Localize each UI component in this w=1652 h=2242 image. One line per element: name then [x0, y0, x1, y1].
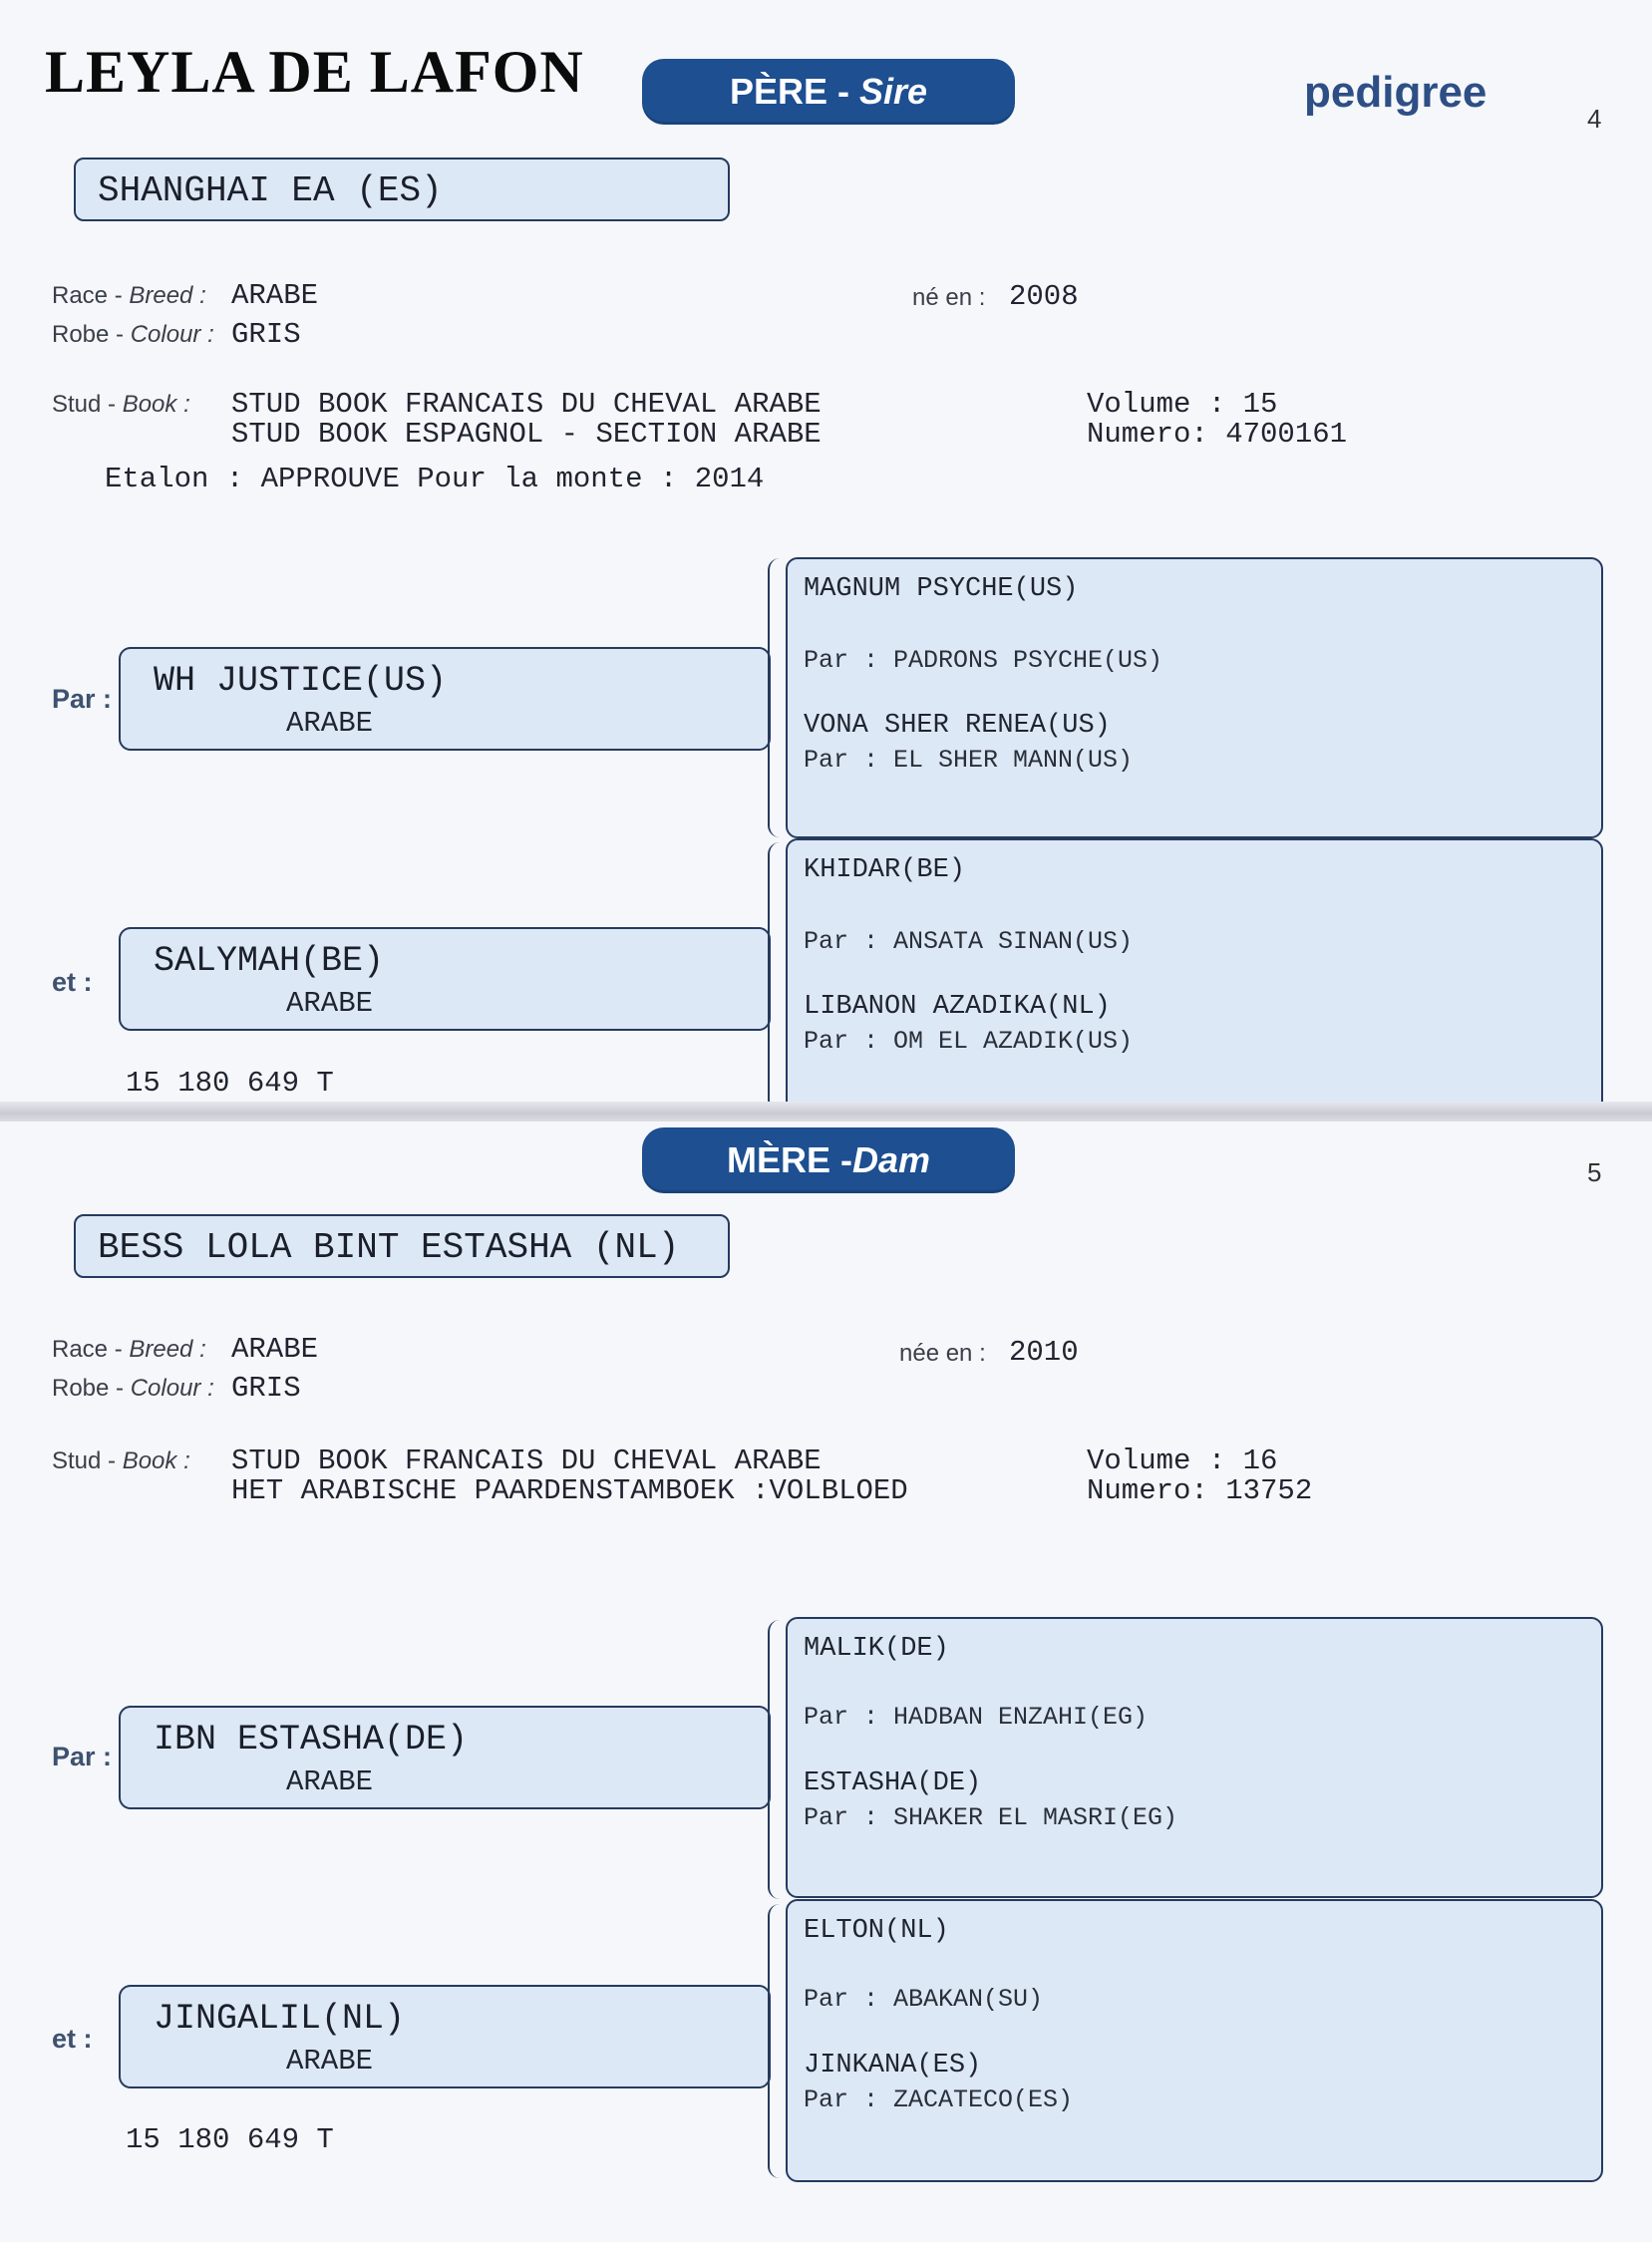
stud-book-line-1: STUD BOOK FRANCAIS DU CHEVAL ARABE: [231, 1444, 822, 1477]
granddam-par: Par : ZACATECO(ES): [804, 2085, 1074, 2114]
granddam-name: JINKANA(ES): [804, 2051, 982, 2081]
grandsire-par: Par : ANSATA SINAN(US): [804, 927, 1134, 956]
stud-book-line-2: HET ARABISCHE PAARDENSTAMBOEK :VOLBLOED: [231, 1474, 908, 1507]
granddam-name: VONA SHER RENEA(US): [804, 711, 1111, 741]
numero: Numero: 13752: [1087, 1474, 1313, 1507]
granddam-par: Par : EL SHER MANN(US): [804, 746, 1134, 775]
stud-book-line-1: STUD BOOK FRANCAIS DU CHEVAL ARABE: [231, 388, 822, 421]
dam-name: BESS LOLA BINT ESTASHA (NL): [98, 1227, 680, 1268]
page-number: 5: [1587, 1157, 1602, 1187]
sire-name: SHANGHAI EA (ES): [98, 170, 443, 211]
sire-header-main: PÈRE -: [729, 71, 859, 112]
horse-name-title: LEYLA DE LAFON: [45, 39, 584, 105]
grandsire-par: Par : PADRONS PSYCHE(US): [804, 646, 1163, 675]
robe-label: Robe - Colour :: [52, 1375, 214, 1402]
etalon-approval: Etalon : APPROUVE Pour la monte : 2014: [105, 463, 765, 495]
grandsire-name: MAGNUM PSYCHE(US): [804, 574, 1079, 604]
grandsire-name: KHIDAR(BE): [804, 855, 966, 885]
grandsire-name: MALIK(DE): [804, 1634, 949, 1664]
parent-name: JINGALIL(NL): [154, 1999, 406, 2039]
sire-section-header: [642, 59, 1015, 125]
born-label: né en :: [912, 284, 986, 311]
pedigree-label: pedigree: [1304, 68, 1487, 117]
par-label: Par :: [52, 684, 113, 714]
grandsire-par: Par : HADBAN ENZAHI(EG): [804, 1703, 1149, 1732]
sire-page: [0, 0, 1652, 1112]
grandparents-box-2: [786, 838, 1603, 1118]
parent-name: SALYMAH(BE): [154, 941, 385, 981]
sire-name-box: [74, 158, 730, 221]
granddam-par: Par : OM EL AZADIK(US): [804, 1027, 1134, 1056]
grandparents-box-3: [786, 1617, 1603, 1898]
dam-header-main: MÈRE -: [726, 1139, 852, 1180]
sire-of-dam-box: [119, 1706, 771, 1809]
dam-header-italic: Dam: [851, 1139, 931, 1180]
sire-header-italic: Sire: [858, 71, 928, 112]
granddam-name: ESTASHA(DE): [804, 1768, 982, 1798]
grandsire-par: Par : ABAKAN(SU): [804, 1985, 1044, 2014]
numero: Numero: 4700161: [1087, 418, 1348, 451]
stud-book-label: Stud - Book :: [52, 391, 190, 418]
dam-section-header: [642, 1127, 1015, 1193]
registration-number: 15 180 649 T: [126, 2123, 334, 2156]
robe-value: GRIS: [231, 1372, 301, 1405]
parent-breed: ARABE: [286, 987, 374, 1020]
race-label: Race - Breed :: [52, 282, 206, 309]
robe-value: GRIS: [231, 318, 301, 351]
grandparents-box-4: [786, 1899, 1603, 2182]
race-label: Race - Breed :: [52, 1336, 206, 1363]
registration-number: 15 180 649 T: [126, 1067, 334, 1100]
born-value: 2010: [1009, 1336, 1079, 1369]
volume: Volume : 15: [1087, 388, 1278, 421]
race-value: ARABE: [231, 1333, 319, 1366]
par-label: Par :: [52, 1742, 113, 1771]
dam-of-dam-box: [119, 1985, 771, 2088]
granddam-par: Par : SHAKER EL MASRI(EG): [804, 1803, 1178, 1832]
grandparents-box-1: [786, 557, 1603, 838]
page-number: 4: [1587, 104, 1602, 134]
et-label: et :: [52, 967, 93, 997]
born-label: née en :: [899, 1340, 986, 1367]
dam-name-box: [74, 1214, 730, 1278]
granddam-name: LIBANON AZADIKA(NL): [804, 992, 1111, 1022]
parent-breed: ARABE: [286, 2045, 374, 2078]
born-value: 2008: [1009, 280, 1079, 313]
grandsire-name: ELTON(NL): [804, 1916, 949, 1946]
dam-page: [0, 1121, 1652, 2242]
parent-name: WH JUSTICE(US): [154, 661, 448, 701]
et-label: et :: [52, 2024, 93, 2054]
parent-breed: ARABE: [286, 707, 374, 740]
volume: Volume : 16: [1087, 1444, 1278, 1477]
parent-name: IBN ESTASHA(DE): [154, 1720, 469, 1760]
race-value: ARABE: [231, 279, 319, 312]
stud-book-line-2: STUD BOOK ESPAGNOL - SECTION ARABE: [231, 418, 822, 451]
robe-label: Robe - Colour :: [52, 321, 214, 348]
dam-of-sire-box: [119, 927, 771, 1031]
parent-breed: ARABE: [286, 1765, 374, 1798]
stud-book-label: Stud - Book :: [52, 1447, 190, 1474]
sire-of-sire-box: [119, 647, 771, 751]
